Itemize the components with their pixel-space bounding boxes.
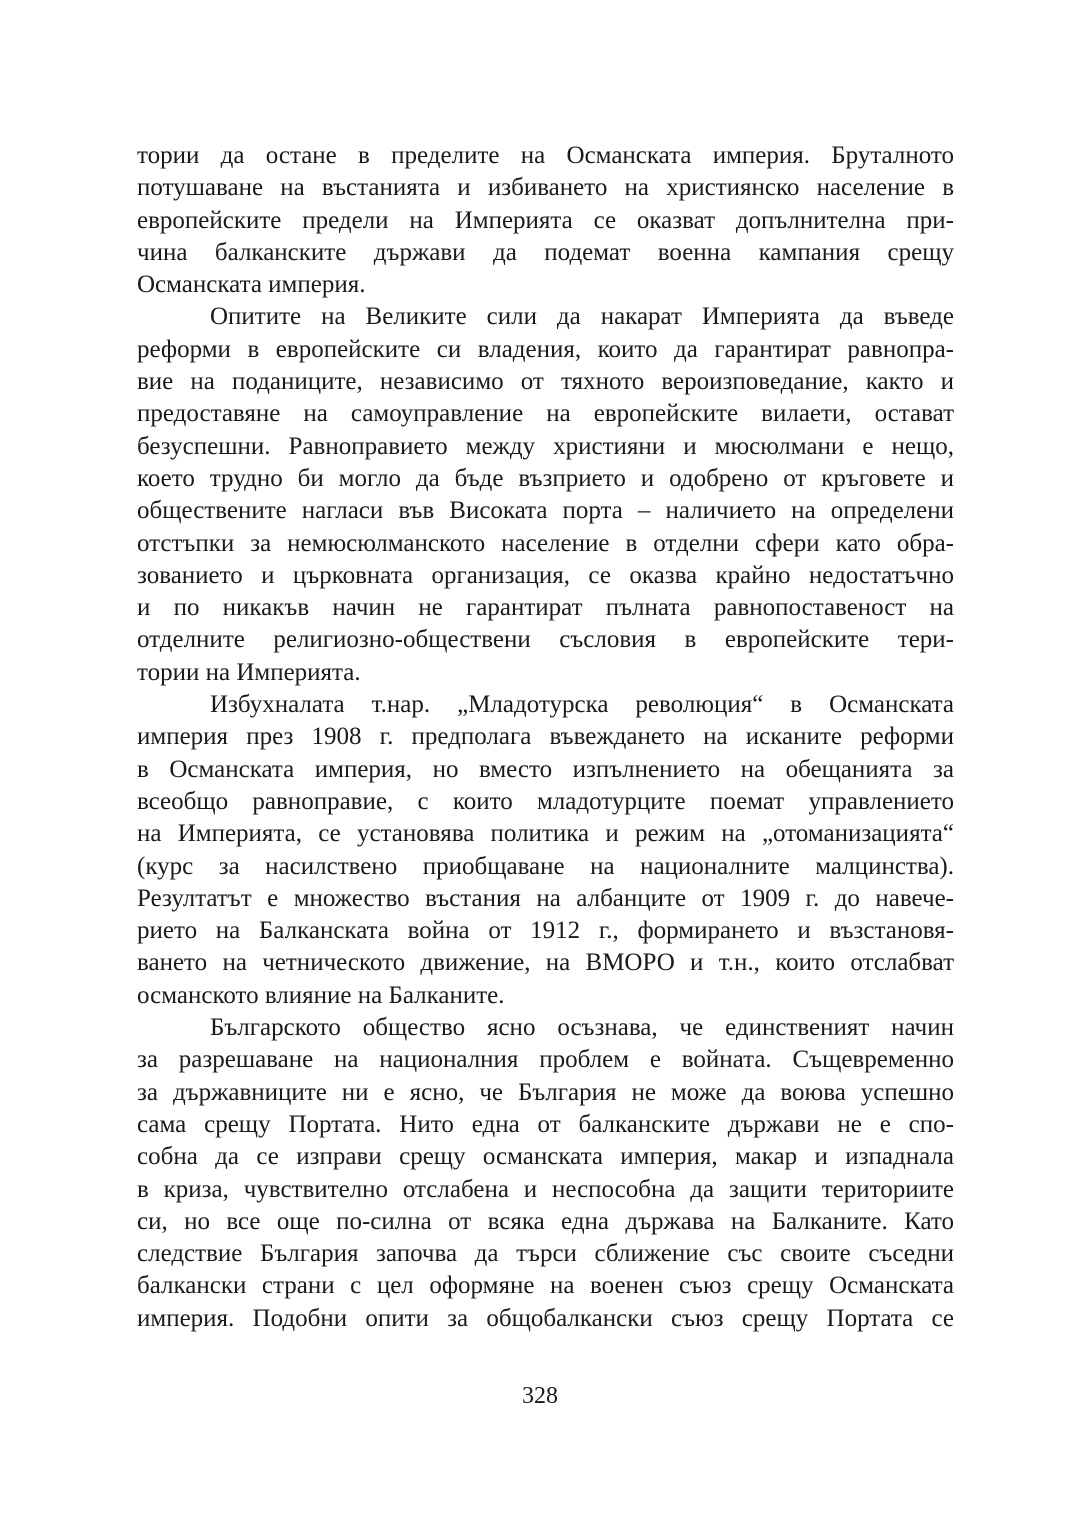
text-line: предоставяне на самоуправление на европейските вилаети, остават [137,400,954,428]
text-line: за държавниците ни е ясно, че България не може да воюва успешно [137,1078,954,1106]
text-line: Опитите на Великите сили да накарат Империята да въведе [210,303,954,331]
text-line: Българското общество ясно осъзнава, че единственият начин [210,1014,954,1042]
text-line: потушаване на въстанията и избиването на християнско население в [137,174,954,202]
text-line: империя. Подобни опити за общобалкански съюз срещу Портата се [137,1304,954,1332]
text-line: на Империята, се установява политика и режим на „отоманизацията“ [137,820,954,848]
text-line: европейските предели на Империята се оказват допълнителна при- [137,206,954,234]
body-text [137,140,954,1335]
text-line: вие на поданиците, независимо от тяхното вероизповедание, както и [137,368,954,396]
text-line: в Османската империя, но вместо изпълнението на обещанията за [137,755,954,783]
text-line: отделните религиозно-обществени съсловия в европейските тери- [137,626,954,654]
text-line: всеобщо равноправие, с които младотурците поемат управлението [137,787,954,815]
text-line: османското влияние на Балканите. [137,981,505,1009]
text-line: за разрешаване на националния проблем е войната. Същевременно [137,1046,954,1074]
text-line: тории да остане в пределите на Османската империя. Бруталното [137,142,954,169]
text-line: в криза, чувствително отслабена и неспособна да защити териториите [137,1175,954,1203]
text-line: собна да се изправи срещу османската империя, макар и изпаднала [137,1143,954,1171]
text-line: реформи в европейските си владения, които да гарантират равнопра- [137,335,954,363]
text-line: следствие България започва да търси сближение със своите съседни [137,1240,954,1268]
text-line: рието на Балканската война от 1912 г., формирането и възстановя- [137,917,954,945]
text-line: си, но все още по-силна от всяка една държава на Балканите. Като [137,1207,954,1235]
text-line: обществените нагласи във Високата порта – наличието на определени [137,497,954,525]
text-line: сама срещу Портата. Нито една от балканските държави не е спо- [137,1110,954,1138]
page-number: 328 [522,1383,558,1409]
text-line: чина балканските държави да подемат военна кампания срещу [137,238,954,266]
text-line: Резултатът е множество въстания на албанците от 1909 г. до навече- [137,884,954,912]
text-line: (курс за насилствено приобщаване на националните малцинства). [137,852,954,880]
text-line: империя през 1908 г. предполага въвеждането на исканите реформи [137,723,954,751]
text-line: и по никакъв начин не гарантират пълната равнопоставеност на [137,594,954,622]
text-line: ването на четническото движение, на ВМОРО и т.н., които отслабват [137,949,954,977]
text-line: балкански страни с цел оформяне на военен съюз срещу Османската [137,1272,954,1300]
text-line: Османската империя. [137,271,366,299]
text-line: зованието и църковната организация, се оказва крайно недостатъчно [137,561,954,589]
text-line: Избухналата т.нар. „Младотурска революция“ в Османската [210,691,954,719]
text-line: безуспешни. Равноправието между християни и мюсюлмани е нещо, [137,432,954,460]
text-line: тории на Империята. [137,658,361,686]
text-line: отстъпки за немюсюлманското население в отделни сфери като обра- [137,529,954,557]
text-line: което трудно би могло да бъде възприето и одобрено от кръговете и [137,464,954,492]
